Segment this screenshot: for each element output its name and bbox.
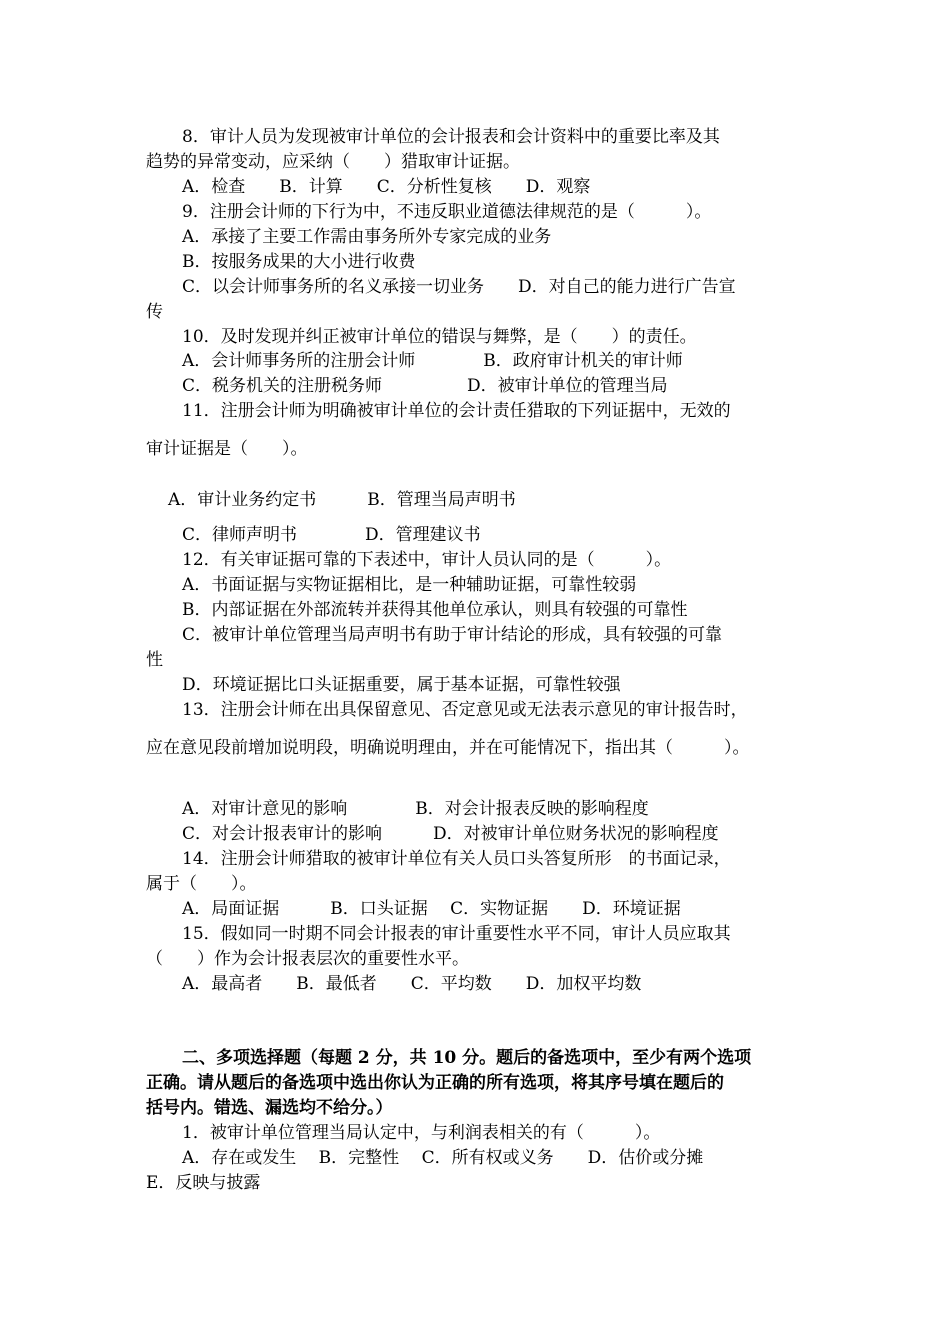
multi-question-1-option-e: E．反映与披露 — [146, 1173, 261, 1193]
question-13-text: 13．注册会计师在出具保留意见、否定意见或无法表示意见的审计报告时， — [182, 700, 748, 720]
question-14-text-cont: 属于（ ）。 — [146, 874, 257, 894]
question-9-text: 9．注册会计师的下行为中，不违反职业道德法律规范的是（ ）。 — [182, 202, 712, 222]
question-11-text-cont: 审计证据是（ ）。 — [146, 439, 308, 459]
question-9-option-b: B．按服务成果的大小进行收费 — [182, 252, 416, 272]
question-12-option-b: B．内部证据在外部流转并获得其他单位承认，则具有较强的可靠性 — [182, 600, 688, 620]
question-13-options-cd: C．对会计报表审计的影响 D．对被审计单位财务状况的影响程度 — [182, 824, 719, 844]
question-11-text: 11．注册会计师为明确被审计单位的会计责任猎取的下列证据中，无效的 — [182, 401, 731, 421]
question-11-options-ab: A．审计业务约定书 B．管理当局声明书 — [168, 490, 516, 510]
question-14-text: 14．注册会计师猎取的被审计单位有关人员口头答复所形 的书面记录， — [182, 849, 731, 869]
question-14-options: A．局面证据 B．口头证据 C．实物证据 D．环境证据 — [182, 899, 681, 919]
question-12-option-c: C．被审计单位管理当局声明书有助于审计结论的形成，具有较强的可靠 — [182, 625, 723, 645]
question-12-option-c-cont: 性 — [146, 650, 163, 670]
section-heading-cont-1: 正确。请从题后的备选项中选出你认为正确的所有选项，将其序号填在题后的 — [146, 1073, 724, 1093]
question-10-text: 10．及时发现并纠正被审计单位的错误与舞弊，是（ ）的责任。 — [182, 327, 697, 347]
question-9-option-a: A．承接了主要工作需由事务所外专家完成的业务 — [182, 227, 552, 247]
question-10-options-cd: C．税务机关的注册税务师 D．被审计单位的管理当局 — [182, 376, 668, 396]
multi-question-1-options: A．存在或发生 B．完整性 C．所有权或义务 D．估价或分摊 — [182, 1148, 704, 1168]
question-12-text: 12．有关审证据可靠的下表述中，审计人员认同的是（ ）。 — [182, 550, 672, 570]
question-8-options: A．检查 B．计算 C．分析性复核 D．观察 — [182, 177, 591, 197]
question-13-options-ab: A．对审计意见的影响 B．对会计报表反映的影响程度 — [182, 799, 649, 819]
question-11-options-cd: C．律师声明书 D．管理建议书 — [182, 525, 481, 545]
question-15-text: 15．假如同一时期不同会计报表的审计重要性水平不同，审计人员应取其 — [182, 924, 731, 944]
question-12-option-d: D．环境证据比口头证据重要，属于基本证据，可靠性较强 — [182, 675, 621, 695]
question-8-text-cont: 趋势的异常变动，应采纳（ ）猎取审计证据。 — [146, 152, 520, 172]
question-15-text-cont: （ ）作为会计报表层次的重要性水平。 — [146, 949, 469, 969]
section-heading: 二、多项选择题（每题 2 分，共 10 分。题后的备选项中，至少有两个选项 — [182, 1048, 752, 1068]
question-10-options-ab: A．会计师事务所的注册会计师 B．政府审计机关的审计师 — [182, 351, 683, 371]
question-8-text: 8．审计人员为发现被审计单位的会计报表和会计资料中的重要比率及其 — [182, 127, 720, 147]
question-9-option-d-cont: 传 — [146, 302, 163, 322]
question-13-text-cont: 应在意见段前增加说明段，明确说明理由，并在可能情况下，指出其（ ）。 — [146, 738, 750, 758]
question-12-option-a: A．书面证据与实物证据相比，是一种辅助证据，可靠性较弱 — [182, 575, 637, 595]
section-heading-cont-2: 括号内。错选、漏选均不给分。） — [146, 1098, 393, 1118]
question-9-option-cd: C．以会计师事务所的名义承接一切业务 D．对自己的能力进行广告宣 — [182, 277, 736, 297]
question-15-options: A．最高者 B．最低者 C．平均数 D．加权平均数 — [182, 974, 642, 994]
multi-question-1-text: 1．被审计单位管理当局认定中，与利润表相关的有（ ）。 — [182, 1123, 661, 1143]
